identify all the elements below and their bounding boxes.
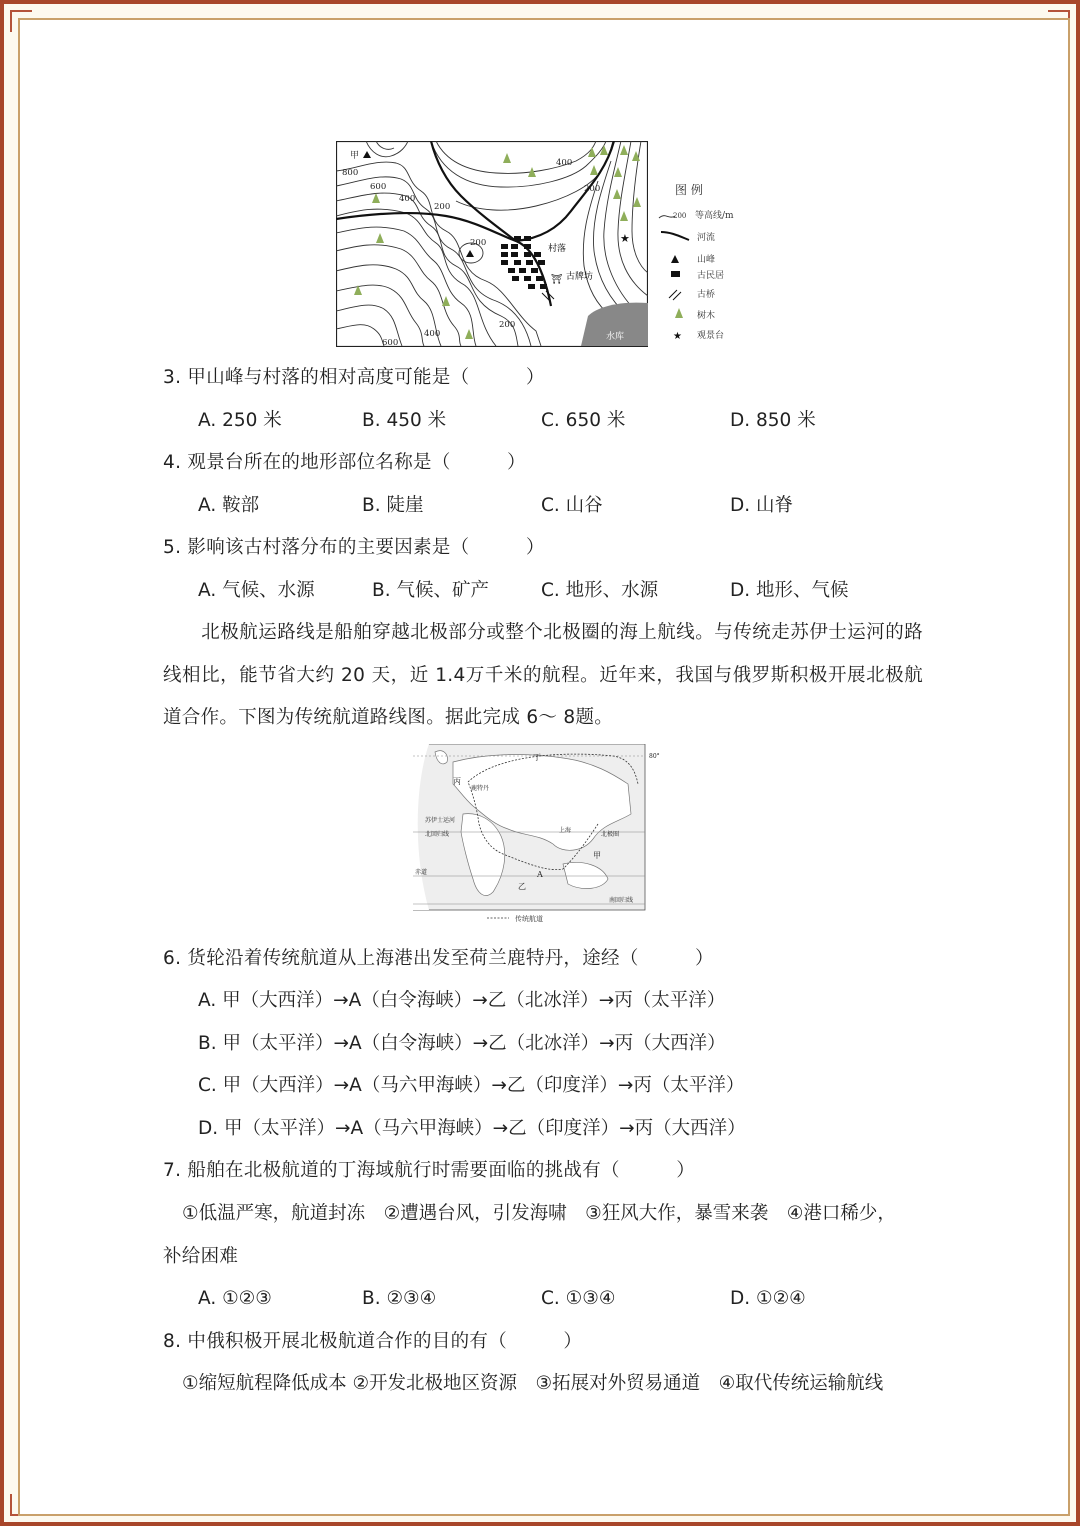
q3-option-c[interactable]: C. 650 米	[541, 410, 626, 431]
question-4-stem: 4. 观景台所在的地形部位名称是（ ）	[163, 452, 526, 473]
contour-label: 800	[342, 168, 359, 178]
q8-statements: ①缩短航程降低成本 ②开发北极地区资源 ③拓展对外贸易通道 ④取代传统运输航线	[182, 1373, 884, 1394]
q6-option-b[interactable]: B. 甲（太平洋）→A（白令海峡）→乙（北冰洋）→丙（大西洋）	[198, 1033, 726, 1054]
question-3-stem: 3. 甲山峰与村落的相对高度可能是（ ）	[163, 367, 545, 388]
village-label: 村落	[548, 244, 567, 254]
contour-label: 600	[382, 338, 399, 347]
q4-option-a[interactable]: A. 鞍部	[198, 495, 260, 516]
map-label-equator: 赤道	[415, 869, 428, 876]
world-route-map	[413, 744, 663, 926]
contour-label: 200	[499, 320, 516, 330]
legend-label: 等高线/m	[695, 211, 734, 221]
q5-option-c[interactable]: C. 地形、水源	[541, 580, 659, 601]
q4-option-b[interactable]: B. 陡崖	[362, 495, 424, 516]
topographic-map	[336, 141, 648, 347]
residence-block-icon	[671, 271, 680, 277]
legend-label: 古桥	[697, 290, 716, 300]
question-7-stem: 7. 船舶在北极航道的丁海域航行时需要面临的挑战有（ ）	[163, 1160, 696, 1181]
q3-option-b[interactable]: B. 450 米	[362, 410, 447, 431]
map-legend	[655, 180, 765, 350]
q7-option-d[interactable]: D. ①②④	[730, 1288, 806, 1309]
q7-option-a[interactable]: A. ①②③	[198, 1288, 272, 1309]
map-label-tropic-cancer: 北回归线	[425, 831, 450, 838]
map-label-ding: 丁	[533, 753, 541, 762]
peak-triangle-icon	[671, 255, 679, 263]
legend-label: 山峰	[697, 255, 716, 265]
question-5-stem: 5. 影响该古村落分布的主要因素是（ ）	[163, 537, 545, 558]
q7-option-c[interactable]: C. ①③④	[541, 1288, 616, 1309]
q4-option-d[interactable]: D. 山脊	[730, 495, 794, 516]
archway-label: 古牌坊	[566, 272, 594, 282]
star-icon: ★	[673, 331, 682, 342]
contour-label: 400	[424, 329, 441, 339]
q5-option-d[interactable]: D. 地形、气候	[730, 580, 849, 601]
q4-option-c[interactable]: C. 山谷	[541, 495, 603, 516]
legend-label: 古民居	[697, 271, 725, 281]
legend-title: 图 例	[675, 183, 703, 197]
star-icon: ★	[620, 232, 630, 245]
peak-label: 甲	[350, 151, 360, 161]
map-label-jia: 甲	[593, 851, 601, 860]
map-label-arctic-circle: 北极圈	[601, 831, 620, 838]
contour-label: 400	[556, 158, 573, 168]
map-label-bing: 丙	[453, 777, 461, 786]
question-8-stem: 8. 中俄积极开展北极航道合作的目的有（ ）	[163, 1331, 583, 1352]
map-label-rotterdam: 鹿特丹	[471, 785, 490, 792]
bridge-icon	[669, 290, 681, 300]
passage-text: 北极航运路线是船舶穿越北极部分或整个北极圈的海上航线。与传统走苏伊士运河的路线相比，能节省大约 20 天，近 1.4万千米的航程。近年来，我国与俄罗斯积极开展北极航道合作。下图为传统航道路线图。据此完成 6～ 8题。	[163, 622, 923, 728]
q3-option-a[interactable]: A. 250 米	[198, 410, 282, 431]
map-label-a: A	[537, 870, 543, 879]
q7-statements-line1: ①低温严寒，航道封冻 ②遭遇台风，引发海啸 ③狂风大作，暴雪来袭 ④港口稀少，	[182, 1203, 896, 1224]
map-legend-label: 传统航道	[515, 915, 543, 923]
q6-option-d[interactable]: D. 甲（太平洋）→A（马六甲海峡）→乙（印度洋）→丙（大西洋）	[198, 1118, 746, 1139]
q7-statements-line2: 补给困难	[163, 1246, 239, 1267]
tree-icon	[675, 308, 683, 318]
contour-label: 200	[584, 184, 601, 194]
reservoir-label: 水库	[606, 332, 625, 342]
legend-label: 河流	[697, 233, 716, 243]
q5-option-a[interactable]: A. 气候、水源	[198, 580, 315, 601]
archway-icon: ⛩	[551, 275, 563, 285]
river-icon	[661, 232, 689, 240]
map-label-yi: 乙	[518, 882, 526, 891]
map-label-tropic-capricorn: 南回归线	[609, 897, 634, 904]
q5-option-b[interactable]: B. 气候、矿产	[372, 580, 489, 601]
q3-option-d[interactable]: D. 850 米	[730, 410, 816, 431]
legend-label: 观景台	[697, 331, 725, 341]
question-6-stem: 6. 货轮沿着传统航道从上海港出发至荷兰鹿特丹，途经（ ）	[163, 948, 714, 969]
legend-label: 树木	[697, 311, 716, 321]
map-label-shanghai: 上海	[559, 827, 572, 834]
contour-label: 600	[370, 182, 387, 192]
legend-contour-sample: 200	[673, 212, 687, 220]
contour-label: 400	[399, 194, 416, 204]
q7-option-b[interactable]: B. ②③④	[362, 1288, 437, 1309]
q6-option-a[interactable]: A. 甲（大西洋）→A（白令海峡）→乙（北冰洋）→丙（太平洋）	[198, 990, 726, 1011]
contour-label: 200	[470, 238, 487, 248]
latitude-label: 80°	[649, 753, 660, 760]
contour-label: 200	[434, 202, 451, 212]
q6-option-c[interactable]: C. 甲（大西洋）→A（马六甲海峡）→乙（印度洋）→丙（太平洋）	[198, 1075, 745, 1096]
reading-passage	[163, 612, 923, 740]
map-label-suez: 苏伊士运河	[425, 817, 456, 824]
